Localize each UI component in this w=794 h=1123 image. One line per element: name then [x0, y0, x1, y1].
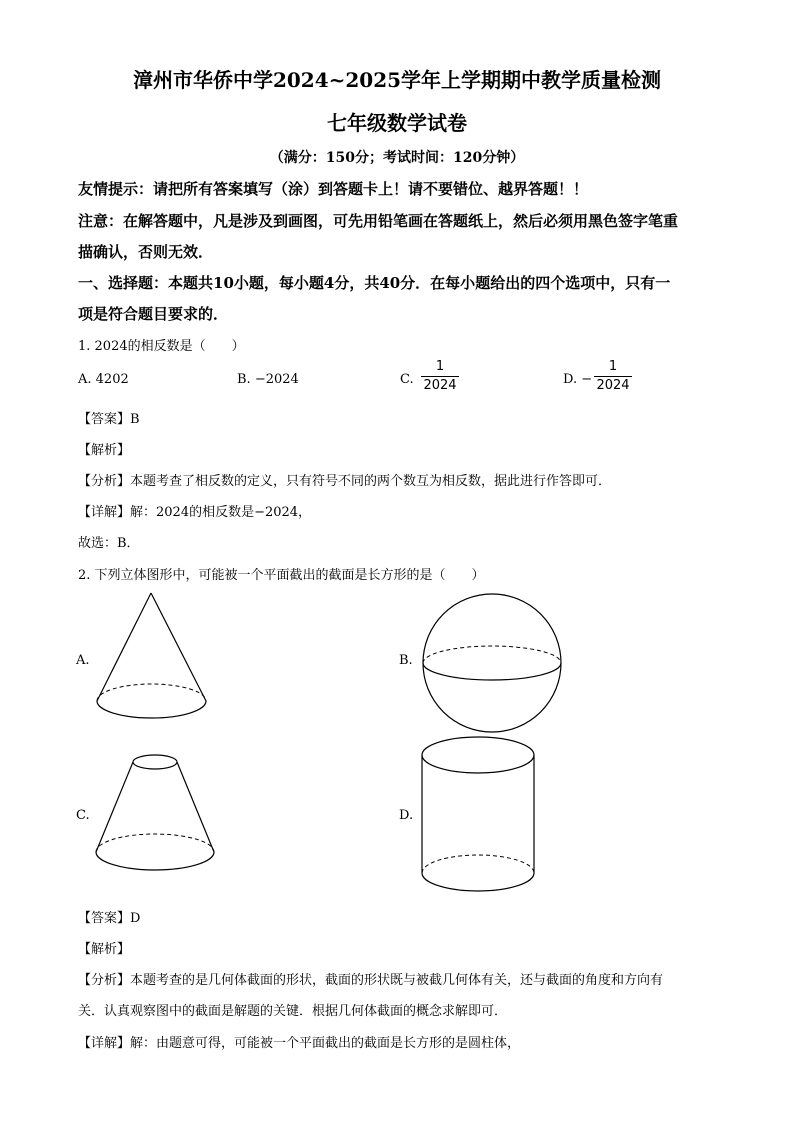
q2-option-c-label: C. [76, 808, 90, 823]
q1-option-d-fraction [594, 359, 632, 394]
q2-detail: 【详解】解：由题意可得，可能被一个平面截出的截面是长方形的是圆柱体， [78, 1036, 521, 1051]
q2-option-d-label: D. [399, 808, 414, 823]
fraction-bar [421, 376, 459, 377]
q1-choose: 故选：B． [78, 536, 140, 551]
q2-analysis-line-2: 关．认真观察图中的截面是解题的关键．根据几何体截面的概念求解即可． [78, 1004, 508, 1019]
q2-analysis-title: 【解析】 [78, 942, 131, 957]
q2-stem: 2. 下列立体图形中，可能被一个平面截出的截面是长方形的是（ ） [78, 568, 485, 583]
q1-option-c-label: C. [400, 372, 414, 387]
q1-answer: 【答案】B [78, 412, 140, 427]
exam-title: 漳州市华侨中学2024~2025学年上学期期中教学质量检测 [132, 68, 662, 92]
score-time-line: （满分：150分；考试时间：120分钟） [269, 150, 525, 166]
section-1-heading-line-2: 项是符合题目要求的． [78, 305, 229, 323]
section-1-heading-line-1: 一、选择题：本题共10小题，每小题4分，共40分．在每小题给出的四个选项中，只有一 [78, 274, 671, 292]
q1-option-d-label: D. − [563, 372, 593, 387]
q1-option-d-numerator: 1 [608, 359, 618, 374]
note-line-1: 注意：在解答题中，凡是涉及到画图，可先用铅笔画在答题纸上，然后必须用黑色签字笔重 [78, 212, 679, 230]
frustum-figure [92, 748, 222, 884]
q1-analysis-title: 【解析】 [78, 443, 131, 458]
exam-subtitle: 七年级数学试卷 [327, 111, 467, 135]
q1-detail: 【详解】解：2024的相反数是−2024， [78, 505, 312, 520]
q2-option-a-label: A. [76, 653, 90, 668]
q2-answer: 【答案】D [78, 911, 141, 926]
q1-analysis: 【分析】本题考查了相反数的定义，只有符号不同的两个数互为相反数，据此进行作答即可． [78, 474, 612, 489]
q1-option-a: A. 4202 [78, 372, 129, 387]
q1-option-c-fraction [421, 359, 459, 394]
q1-stem: 1. 2024的相反数是（ ） [78, 339, 245, 354]
q1-option-c-numerator: 1 [435, 359, 445, 374]
note-line-2: 描确认，否则无效． [78, 243, 214, 261]
q1-option-b: B. −2024 [237, 372, 299, 387]
cylinder-figure [417, 734, 539, 896]
fraction-bar [594, 376, 632, 377]
q2-option-b-label: B. [399, 653, 413, 668]
sphere-figure [417, 592, 567, 734]
q1-option-d-denominator: 2024 [596, 378, 630, 393]
q1-option-c-denominator: 2024 [423, 378, 457, 393]
cone-figure [92, 590, 212, 722]
q2-analysis-line-1: 【分析】本题考查的是几何体截面的形状，截面的形状既与被截几何体有关，还与截面的角度和方向有 [78, 973, 664, 988]
friendly-tip: 友情提示：请把所有答案填写（涂）到答题卡上！请不要错位、越界答题！！ [78, 180, 589, 198]
